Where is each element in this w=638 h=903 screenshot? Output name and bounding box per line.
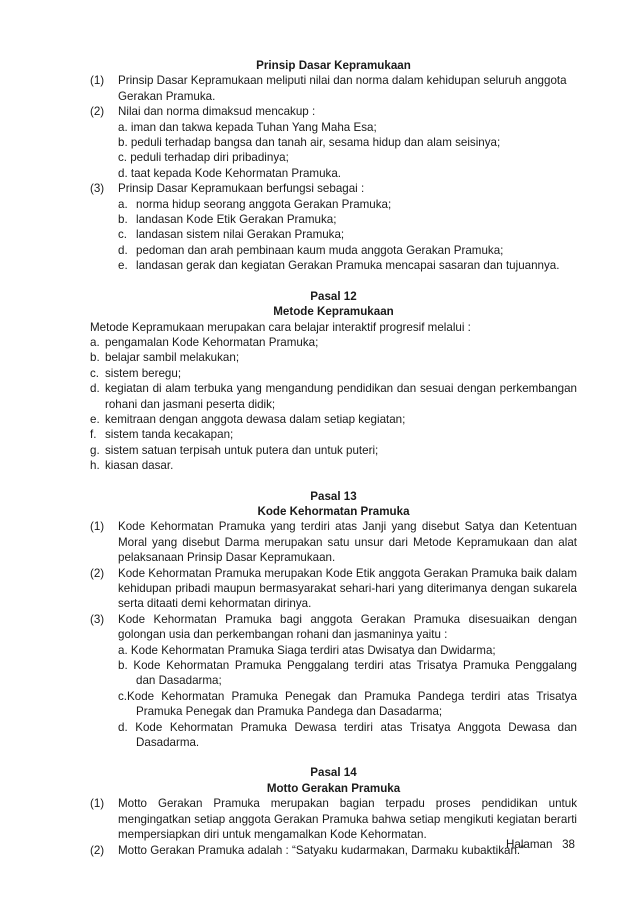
pasal-12-intro: Metode Kepramukaan merupakan cara belajar interaktif progresif melalui :: [90, 320, 471, 334]
pasal-13-number: Pasal 13: [310, 489, 357, 503]
list-item: [90, 412, 577, 427]
list-letter: a.: [90, 335, 100, 349]
pasal-12-list: [90, 335, 577, 474]
list-item: [90, 381, 577, 412]
list-text: belajar sambil melakukan;: [105, 351, 240, 365]
list-text: kegiatan di alam terbuka yang mengandung pendidikan dan sesuai dengan perkembangan rohani dan jasmani peserta didik;: [105, 382, 577, 411]
item-text: Nilai dan norma dimaksud mencakup :: [118, 105, 316, 119]
item-text: Motto Gerakan Pramuka adalah : “Satyaku kudarmakan, Darmaku kubaktikan.”: [118, 843, 524, 857]
pasal-14-item-2: [90, 843, 577, 858]
list-letter: a.: [118, 197, 128, 211]
prinsip-item-2: [90, 104, 577, 119]
document-page: [90, 58, 577, 858]
pasal-13-item-3: [90, 612, 577, 643]
list-text: pedoman dan arah pembinaan kaum muda anggota Gerakan Pramuka;: [136, 243, 504, 257]
list-item: [90, 335, 577, 350]
list-item: b. Kode Kehormatan Pramuka Penggalang terdiri atas Trisatya Pramuka Penggalang dan Dasadarma;: [118, 659, 577, 688]
pasal-13-title: Kode Kehormatan Pramuka: [257, 504, 410, 518]
list-item: c.Kode Kehormatan Pramuka Penegak dan Pramuka Pandega terdiri atas Trisatya Pramuka Penegak dan Pramuka Pandega dan Dasadarma;: [118, 689, 577, 719]
list-item: [90, 197, 577, 212]
list-text: sistem beregu;: [105, 366, 182, 380]
list-text: kiasan dasar.: [105, 459, 174, 473]
list-item: b. peduli terhadap bangsa dan tanah air, sesama hidup dan alam seisinya;: [118, 136, 501, 150]
item-number: (2): [90, 843, 105, 857]
pasal-14-title: Motto Gerakan Pramuka: [266, 781, 401, 795]
page-number: 38: [562, 838, 575, 851]
list-letter: d.: [118, 243, 128, 257]
list-item: [90, 443, 577, 458]
list-letter: c.: [90, 366, 100, 380]
pasal-14-item-1: [90, 796, 577, 842]
list-item: a. iman dan takwa kepada Tuhan Yang Maha Esa;: [118, 120, 377, 134]
item-number: (1): [90, 74, 105, 88]
list-text: sistem tanda kecakapan;: [105, 428, 234, 442]
list-letter: c.: [118, 228, 128, 242]
page-label: Halaman: [506, 838, 553, 851]
list-letter: b.: [118, 213, 128, 227]
list-text: kemitraan dengan anggota dewasa dalam setiap kegiatan;: [105, 412, 406, 426]
item-text: Kode Kehormatan Pramuka yang terdiri atas Janji yang disebut Satya dan Ketentuan Moral yang disebut Darma merupakan satu unsur dari Metode Kepramukaan dan alat pelaksanaan Prinsip Dasar Kepramukaan.: [118, 520, 577, 565]
section-title-prinsip: Prinsip Dasar Kepramukaan: [256, 59, 411, 72]
list-letter: e.: [118, 259, 128, 273]
list-item: [90, 258, 577, 273]
pasal-13-item-2: [90, 566, 577, 612]
item-text: Motto Gerakan Pramuka merupakan bagian terpadu proses pendidikan untuk mengingatkan setiap anggota Gerakan Pramuka bahwa setiap mengikuti kegiatan berarti mempersiapkan diri untuk mengamalkan Kode Kehormatan.: [118, 797, 577, 842]
item-number: (1): [90, 797, 105, 811]
list-letter: d.: [90, 382, 100, 396]
list-letter: g.: [90, 443, 100, 457]
list-item: [90, 350, 577, 365]
list-item: d. Kode Kehormatan Pramuka Dewasa terdiri atas Trisatya Anggota Dewasa dan Dasadarma.: [118, 720, 577, 750]
item-number: (3): [90, 612, 105, 626]
pasal-13-item-1: [90, 519, 577, 565]
pasal-14-number: Pasal 14: [310, 766, 357, 780]
list-item: [90, 243, 577, 258]
item-text: Prinsip Dasar Kepramukaan berfungsi sebagai :: [118, 182, 365, 196]
prinsip-item-1: [90, 73, 577, 104]
list-item: [90, 427, 577, 442]
item-number: (2): [90, 566, 105, 580]
pasal-12-number: Pasal 12: [310, 289, 357, 303]
pasal-13-item-3-sublist: [90, 643, 577, 751]
list-item: [90, 458, 577, 473]
list-letter: b.: [90, 351, 100, 365]
prinsip-item-2-sublist: [90, 120, 577, 182]
list-item: [90, 227, 577, 242]
list-item: a. Kode Kehormatan Pramuka Siaga terdiri atas Dwisatya dan Dwidarma;: [118, 643, 496, 657]
item-number: (2): [90, 105, 105, 119]
item-number: (1): [90, 520, 105, 534]
list-text: pengamalan Kode Kehormatan Pramuka;: [105, 335, 319, 349]
list-text: landasan sistem nilai Gerakan Pramuka;: [136, 228, 345, 242]
list-text: sistem satuan terpisah untuk putera dan untuk puteri;: [105, 443, 379, 457]
list-item: c. peduli terhadap diri pribadinya;: [118, 151, 289, 165]
list-text: landasan gerak dan kegiatan Gerakan Pramuka mencapai sasaran dan tujuannya.: [136, 259, 560, 273]
list-item: [90, 366, 577, 381]
list-letter: e.: [90, 412, 100, 426]
prinsip-item-3: [90, 181, 577, 196]
list-item: [90, 212, 577, 227]
list-text: landasan Kode Etik Gerakan Pramuka;: [136, 213, 337, 227]
item-number: (3): [90, 182, 105, 196]
page-footer: [506, 838, 575, 851]
item-text: Kode Kehormatan Pramuka merupakan Kode Etik anggota Gerakan Pramuka baik dalam kehidupan pribadi maupun bermasyarakat sehari-hari yang diterimanya dengan sukarela serta ditaati demi kehormatan dirinya.: [118, 566, 577, 611]
list-letter: h.: [90, 459, 100, 473]
list-text: norma hidup seorang anggota Gerakan Pramuka;: [136, 197, 392, 211]
list-letter: f.: [90, 428, 97, 442]
item-text: Kode Kehormatan Pramuka bagi anggota Gerakan Pramuka disesuaikan dengan golongan usia dan perkembangan rohani dan jasmaninya yaitu :: [118, 612, 577, 642]
pasal-12-title: Metode Kepramukaan: [273, 305, 394, 319]
item-text: Prinsip Dasar Kepramukaan meliputi nilai dan norma dalam kehidupan seluruh anggota Gerakan Pramuka.: [118, 74, 567, 103]
prinsip-item-3-sublist: [90, 197, 577, 274]
list-item: d. taat kepada Kode Kehormatan Pramuka.: [118, 166, 341, 180]
